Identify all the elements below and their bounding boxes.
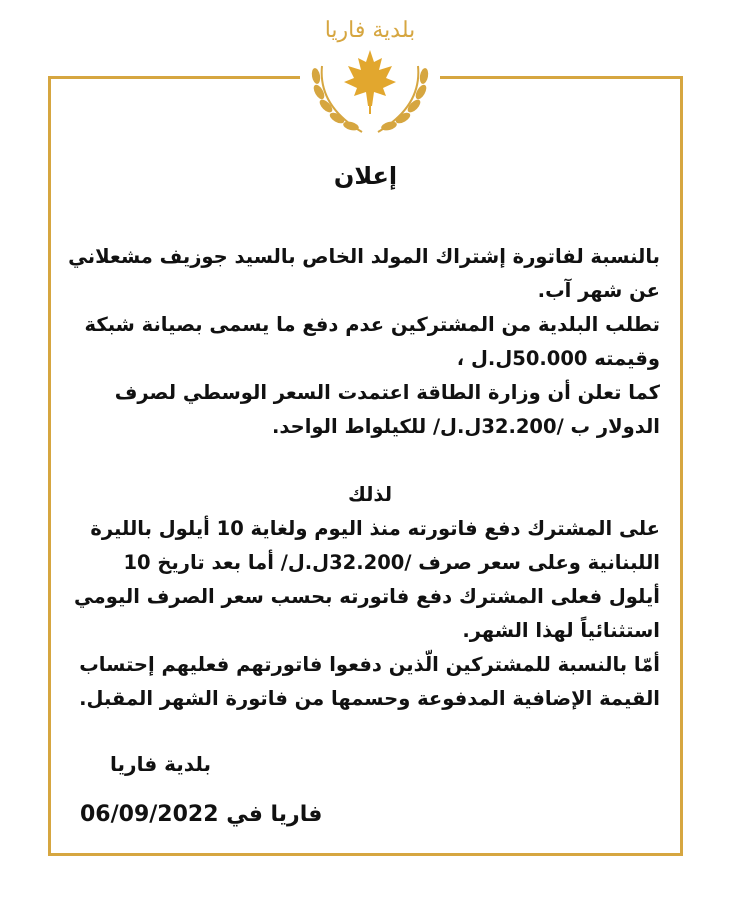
text-line: استثنائياً لهذا الشهر. (462, 619, 660, 642)
text-line: أمّا بالنسبة للمشتركين الّذين دفعوا فاتورتهم فعليهم إحتساب (79, 653, 660, 676)
section-heading: لذلك (347, 483, 393, 506)
text-line: القيمة الإضافية المدفوعة وحسمها من فاتورة الشهر المقبل. (79, 687, 660, 710)
announcement-body (68, 240, 660, 716)
maple-leaf-icon (344, 50, 396, 114)
text-line: أيلول فعلى المشترك دفع فاتورته بحسب سعر الصرف اليومي (73, 585, 660, 608)
municipality-logo (300, 6, 440, 146)
text-line: كما تعلن أن وزارة الطاقة اعتمدت السعر الوسطي لصرف (114, 381, 660, 404)
text-line: بالنسبة لفاتورة إشتراك المولد الخاص بالسيد جوزيف مشعلاني (68, 245, 660, 268)
text-line: وقيمته 50.000ل.ل ، (456, 347, 660, 370)
spacer (80, 444, 660, 478)
signature: بلدية فاريا (110, 752, 211, 776)
page-title: إعلان (333, 162, 398, 190)
date-line: فاريا في 06/09/2022 (80, 802, 323, 827)
text-line: تطلب البلدية من المشتركين عدم دفع ما يسمى بصيانة شبكة (84, 313, 660, 336)
text-line: الدولار ب /32.200ل.ل/ للكيلواط الواحد. (272, 415, 660, 438)
text-line: عن شهر آب. (537, 279, 660, 302)
text-line: اللبنانية وعلى سعر صرف /32.200ل.ل/ أما بعد تاريخ 10 (123, 551, 660, 574)
text-line: على المشترك دفع فاتورته منذ اليوم ولغاية 10 أيلول بالليرة (90, 517, 660, 540)
logo-text: بلدية فاريا (324, 18, 416, 43)
